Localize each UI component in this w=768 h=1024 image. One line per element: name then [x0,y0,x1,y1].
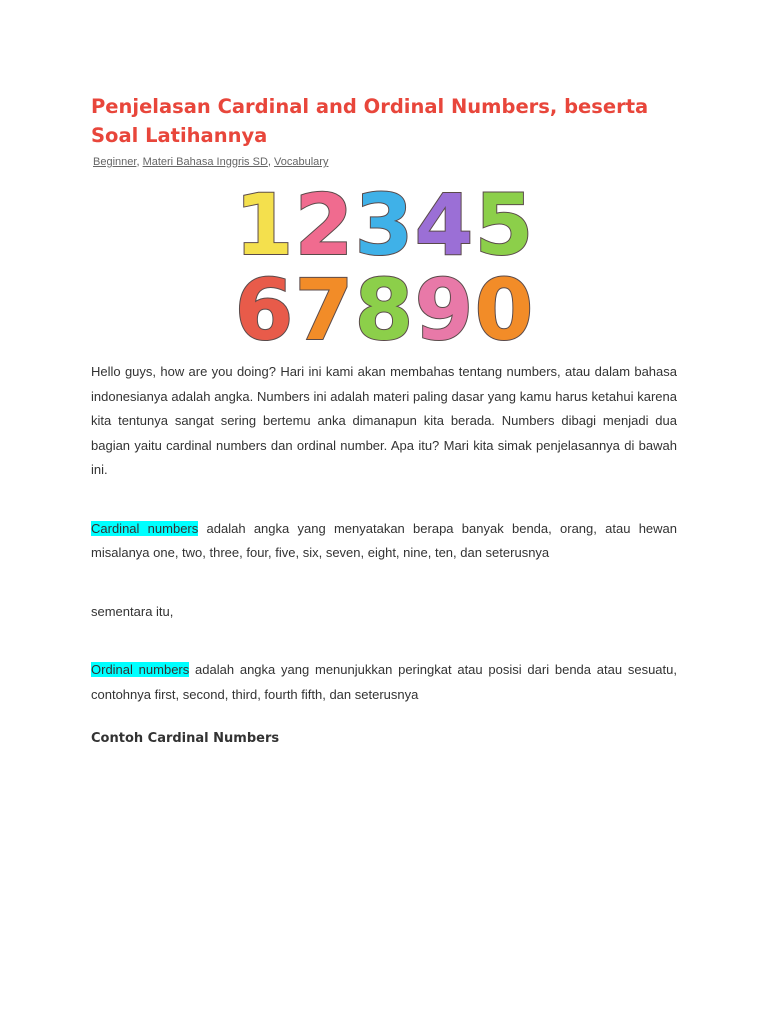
digit-5: 5 [474,182,534,274]
cardinal-paragraph [91,517,677,566]
digit-6: 6 [234,261,294,352]
category-separator: , [136,156,143,168]
ordinal-term-highlight: Ordinal numbers [91,662,190,677]
colorful-numbers-image [234,182,534,352]
digit-8: 8 [354,261,414,352]
digit-3: 3 [354,182,414,274]
transition-text: sementara itu, [91,603,174,619]
digit-7: 7 [294,261,354,352]
ordinal-paragraph [91,658,677,707]
article [91,92,677,746]
digit-0: 0 [474,261,534,352]
digit-9: 9 [414,261,474,352]
category-link-vocabulary[interactable]: Vocabulary [274,156,329,168]
intro-paragraph: Hello guys, how are you doing? Hari ini kami akan membahas tentang numbers, atau dalam bahasa indonesianya adalah angka. Numbers ini adalah materi paling dasar yang kamu harus ketahui karena kita tentunya sangat sering bertemu anka dimanapun kita berada. Numbers dibagi menjadi dua bagian yaitu cardinal numbers dan ordinal number. Apa itu? Mari kita simak penjelasannya di bawah ini. [91,364,677,477]
category-separator: , [267,156,275,168]
category-links [91,156,677,168]
category-link-materi-sd[interactable]: Materi Bahasa Inggris SD [142,156,268,168]
category-link-beginner[interactable]: Beginner [93,156,137,168]
section-heading-cardinal-examples: Contoh Cardinal Numbers [91,731,280,746]
article-title: Penjelasan Cardinal and Ordinal Numbers, beserta Soal Latihannya [91,95,649,147]
digit-2: 2 [294,182,354,274]
digit-4: 4 [414,182,474,274]
cardinal-term-highlight: Cardinal numbers [91,520,199,536]
ordinal-definition: adalah angka yang menunjukkan peringkat atau posisi dari benda atau sesuatu, contohnya first, second, third, fourth fifth, dan seterusnya [91,662,677,702]
digit-1: 1 [234,182,294,274]
cardinal-definition: adalah angka yang menyatakan berapa banyak benda, orang, atau hewan misalanya one, two, three, four, five, six, seven, eight, nine, ten, dan seterusnya [91,520,678,560]
